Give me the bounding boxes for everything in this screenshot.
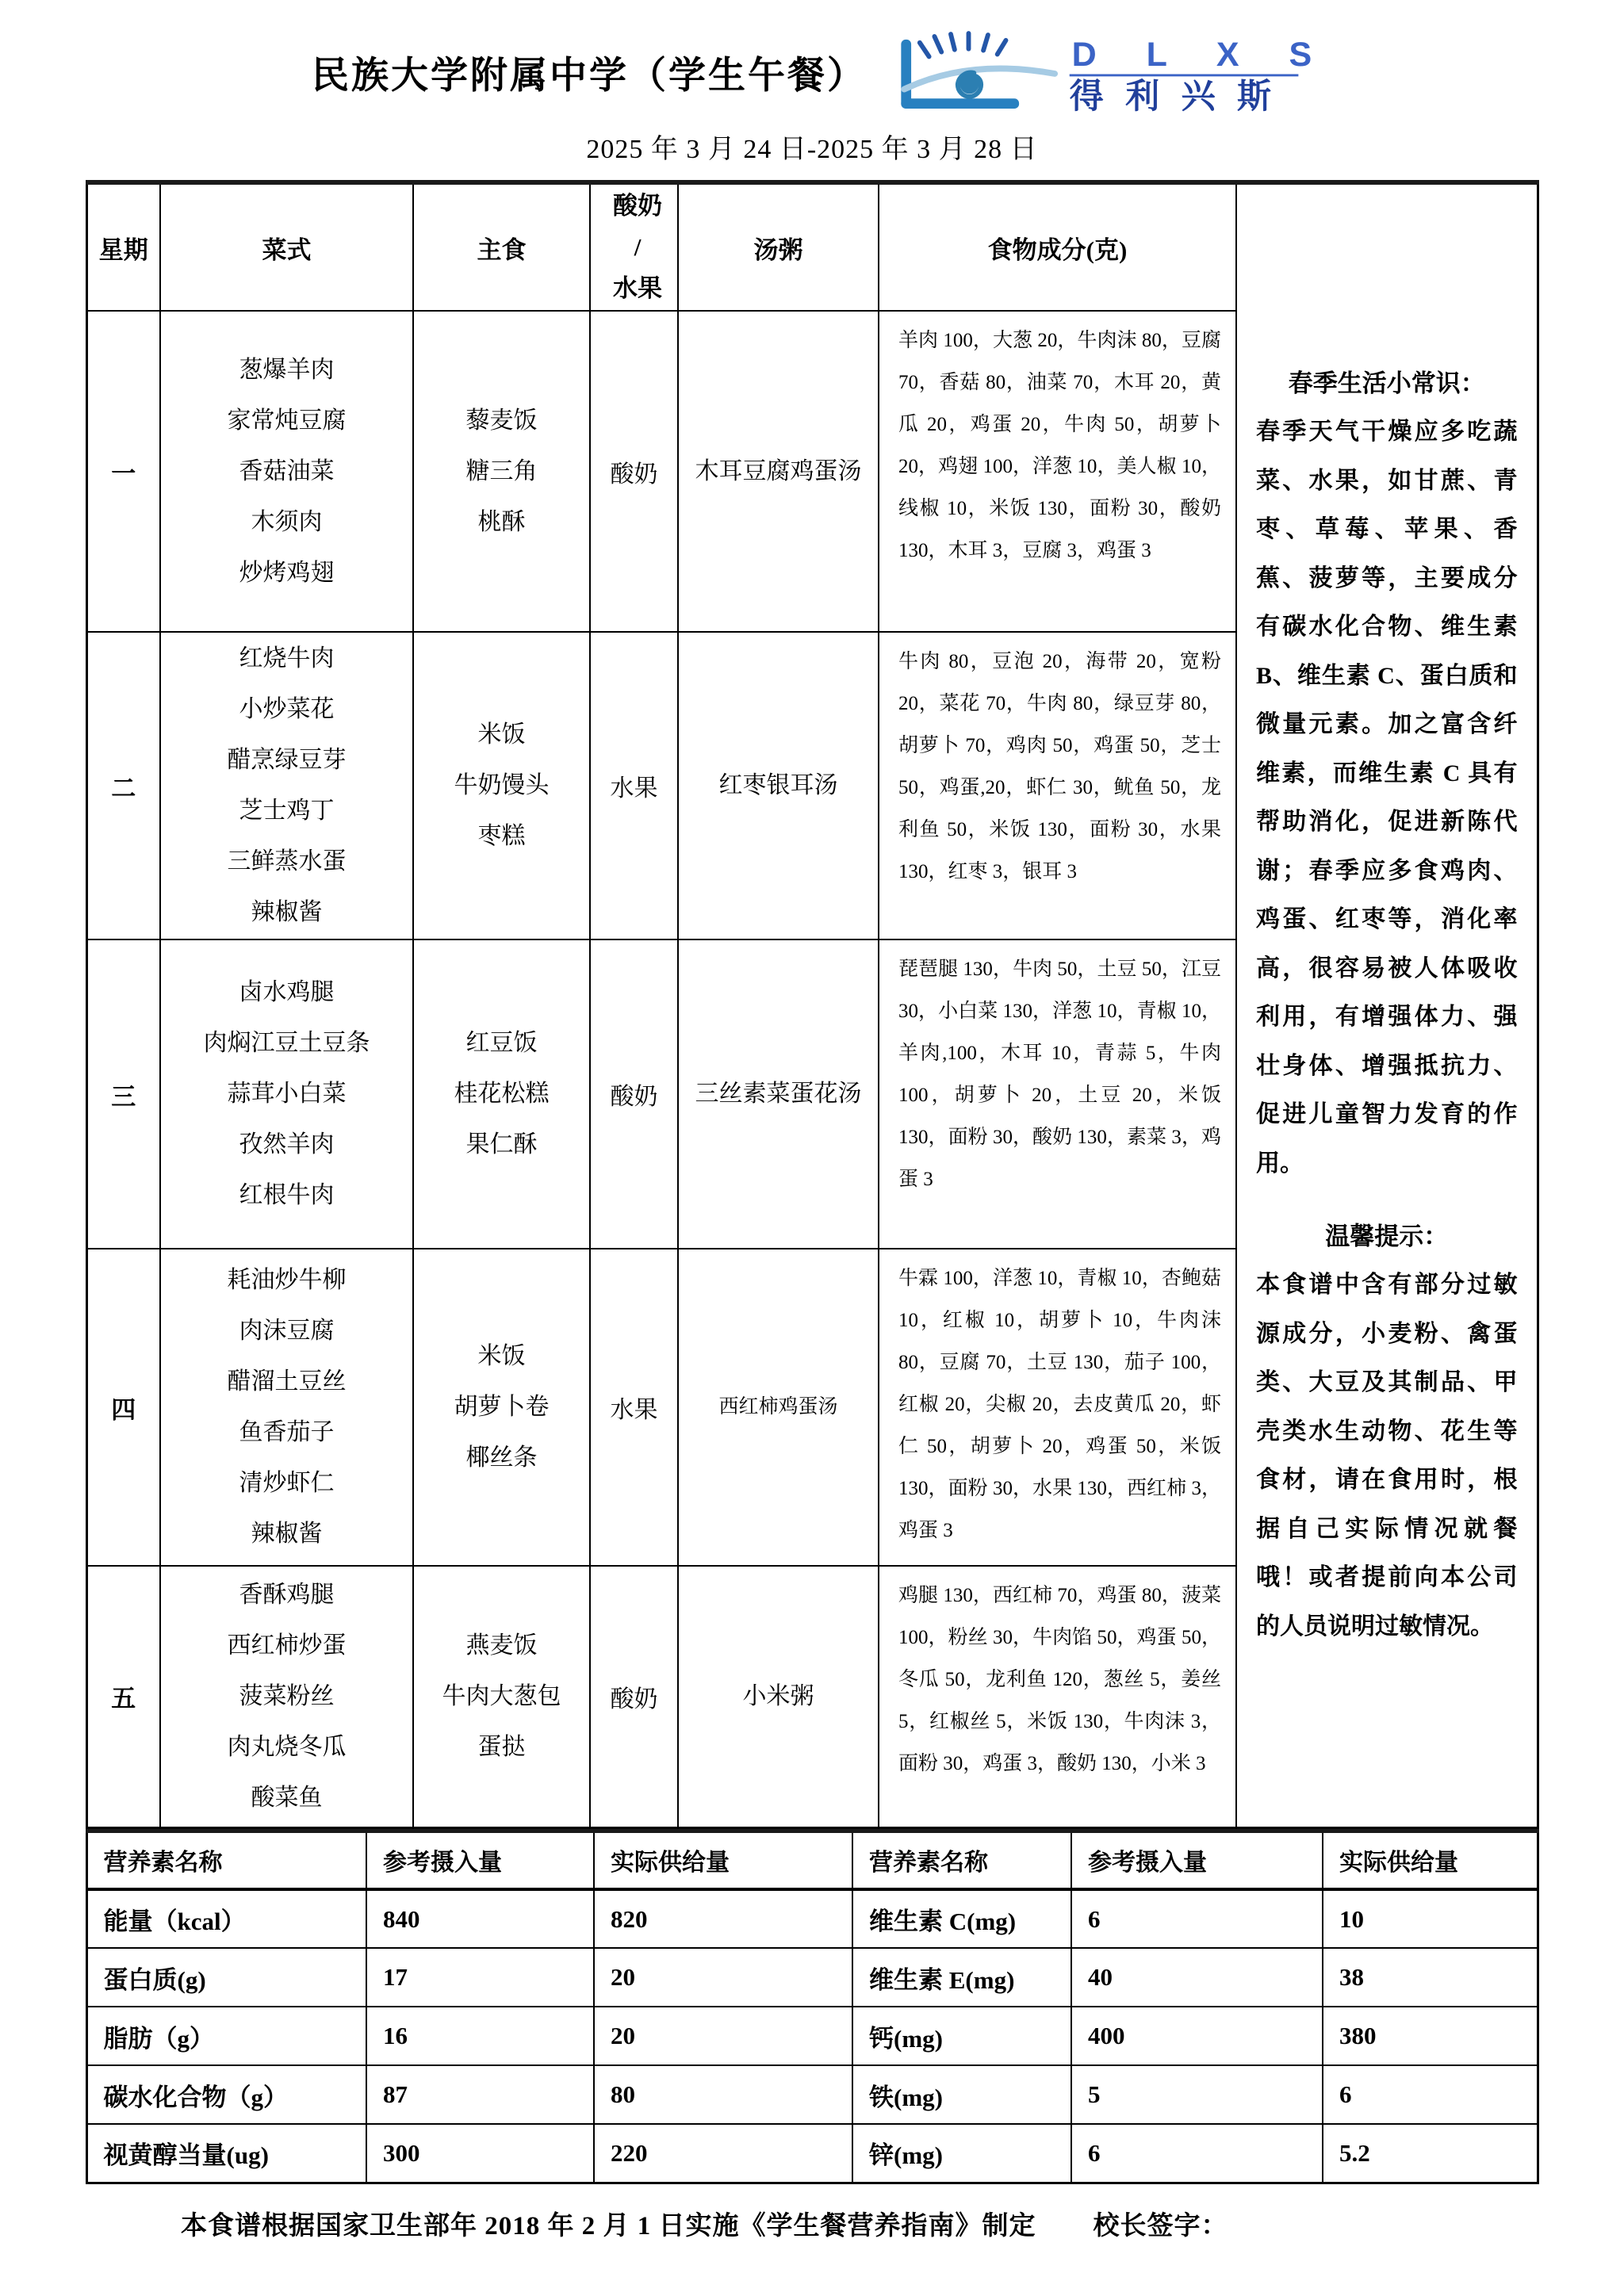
yogurt-fruit-cell: 水果 — [590, 632, 678, 939]
reference-intake-cell: 400 — [1071, 2007, 1323, 2065]
staple-line: 桃酥 — [477, 508, 526, 535]
dish-line: 葱爆羊肉 — [239, 356, 335, 383]
staples-cell — [413, 939, 590, 1249]
nutrient-name-cell: 蛋白质(g) — [86, 1948, 366, 2007]
reference-intake-cell: 17 — [366, 1948, 594, 2007]
composition-cell — [879, 632, 1236, 939]
actual-supply-cell: 5.2 — [1323, 2124, 1538, 2183]
dish-line: 辣椒酱 — [251, 1521, 323, 1547]
staple-line: 枣糕 — [477, 823, 526, 849]
nutrient-name-cell: 能量（kcal） — [86, 1889, 366, 1948]
nutrient-name-cell: 视黄醇当量(ug) — [86, 2124, 366, 2183]
staple-line: 蛋挞 — [477, 1733, 526, 1760]
nutrition-table-body — [86, 1831, 1538, 2183]
reference-intake-cell: 5 — [1071, 2065, 1323, 2124]
dish-line: 菠菜粉丝 — [239, 1682, 335, 1709]
reference-intake-cell: 6 — [1071, 2124, 1323, 2183]
yogurt-fruit-cell: 酸奶 — [590, 939, 678, 1249]
notice-body: 本食谱中含有部分过敏源成分，小麦粉、禽蛋类、大豆及其制品、甲壳类水生动物、花生等食材，请在食用时，根据自己实际情况就餐哦！或者提前向本公司的人员说明过敏情况。 — [1256, 1272, 1518, 1640]
dishes-cell — [160, 939, 413, 1249]
col-header-composition: 食物成分(克) — [879, 182, 1236, 311]
composition-cell — [879, 939, 1236, 1249]
dish-line: 醋溜土豆丝 — [227, 1368, 347, 1395]
weekday-cell: 二 — [86, 632, 160, 939]
principal-signature-label: 校长签字： — [1093, 2211, 1228, 2241]
dish-line: 小炒菜花 — [239, 696, 335, 722]
logo-name: 得利兴斯 — [1069, 78, 1293, 117]
nutrition-col-header: 参考摄入量 — [1071, 1831, 1323, 1889]
reference-intake-cell: 6 — [1071, 1889, 1323, 1948]
dish-line: 三鲜蒸水蛋 — [227, 848, 347, 874]
soup-cell: 西红柿鸡蛋汤 — [678, 1249, 879, 1566]
actual-supply-cell: 20 — [594, 1948, 852, 2007]
dish-line: 酸菜鱼 — [251, 1784, 323, 1811]
composition-cell — [879, 1249, 1236, 1566]
nutrition-header-row — [86, 1831, 1538, 1889]
dish-line: 清炒虾仁 — [239, 1470, 335, 1496]
col-header-staple: 主食 — [413, 182, 590, 311]
eye-swirl-logo-icon — [878, 21, 1312, 124]
actual-supply-cell: 80 — [594, 2065, 852, 2124]
composition-text: 牛霖 100，洋葱 10，青椒 10，杏鲍菇 10，红椒 10，胡萝卜 10，牛肉沫 80，豆腐 70，土豆 130，茄子 100，红椒 20，尖椒 20，去皮黄瓜 20，虾仁 50，胡萝卜 20，鸡蛋 50，米饭 130，面粉 30，水果 130，西红柿 3，鸡蛋 3 — [898, 1268, 1221, 1541]
yogurt-fruit-cell: 水果 — [590, 1249, 678, 1566]
reference-intake-cell: 40 — [1071, 1948, 1323, 2007]
composition-text: 羊肉 100，大葱 20，牛肉沫 80，豆腐 70，香菇 80，油菜 70，木耳 20，黄瓜 20，鸡蛋 20，牛肉 50，胡萝卜 20，鸡翅 100，洋葱 10，美人椒 10，线椒 10，米饭 130，面粉 30，酸奶 130，木耳 3，豆腐 3，鸡蛋 3 — [898, 330, 1221, 561]
weekday-cell: 五 — [86, 1566, 160, 1827]
dish-line: 西红柿炒蛋 — [227, 1632, 347, 1659]
dish-line: 蒜茸小白菜 — [227, 1081, 347, 1107]
dish-line: 木须肉 — [251, 508, 323, 535]
staple-line: 椰丝条 — [465, 1445, 538, 1471]
staple-line: 藜麦饭 — [465, 407, 538, 434]
staple-line: 燕麦饭 — [465, 1632, 538, 1659]
staples-cell — [413, 632, 590, 939]
nutrition-row — [86, 1889, 1538, 1948]
yogurt-header-line: 水果 — [613, 274, 662, 302]
composition-cell — [879, 1566, 1236, 1827]
date-range: 2025 年 3 月 24 日-2025 年 3 月 28 日 — [586, 135, 1038, 164]
soup-cell: 三丝素菜蛋花汤 — [678, 939, 879, 1249]
nutrient-name-cell: 脂肪（g） — [86, 2007, 366, 2065]
nutrition-row — [86, 1948, 1538, 2007]
col-header-weekday: 星期 — [86, 182, 160, 311]
dish-line: 孜然羊肉 — [239, 1131, 335, 1158]
reference-intake-cell: 87 — [366, 2065, 594, 2124]
dishes-cell — [160, 1566, 413, 1827]
nutrition-col-header: 营养素名称 — [86, 1831, 366, 1889]
nutrient-name-cell: 维生素 C(mg) — [852, 1889, 1071, 1948]
dish-line: 家常炖豆腐 — [227, 407, 347, 434]
nutrition-row — [86, 2007, 1538, 2065]
tips-body: 春季天气干燥应多吃蔬菜、水果，如甘蔗、青枣、草莓、苹果、香蕉、菠萝等，主要成分有碳水化合物、维生素 B、维生素 C、蛋白质和微量元素。加之富含纤维素，而维生素 C 具有帮助消化，促进新陈代谢；春季应多食鸡肉、鸡蛋、红枣等，消化率高，很容易被人体吸收利用，有增强体力、强壮身体、增强抵抗力、促进儿童智力发育的作用。 — [1256, 419, 1518, 1177]
logo-acronym: D L X S — [1071, 36, 1312, 75]
staple-line: 桂花松糕 — [454, 1081, 550, 1107]
dishes-cell — [160, 632, 413, 939]
nutrition-row — [86, 2065, 1538, 2124]
tips-cell — [1236, 182, 1538, 1827]
soup-cell: 红枣银耳汤 — [678, 632, 879, 939]
dish-line: 芝士鸡丁 — [239, 798, 335, 824]
nutrient-name-cell: 维生素 E(mg) — [852, 1948, 1071, 2007]
staple-line: 牛奶馒头 — [454, 772, 550, 798]
weekday-cell: 一 — [86, 311, 160, 632]
dishes-cell — [160, 1249, 413, 1566]
nutrient-name-cell: 钙(mg) — [852, 2007, 1071, 2065]
col-header-yogurt-fruit — [590, 182, 678, 311]
dish-line: 炒烤鸡翅 — [239, 559, 335, 586]
dish-line: 红根牛肉 — [239, 1182, 335, 1208]
yogurt-fruit-cell: 酸奶 — [590, 311, 678, 632]
notice-title: 温馨提示： — [1325, 1223, 1449, 1251]
composition-cell — [879, 311, 1236, 632]
nutrition-col-header: 营养素名称 — [852, 1831, 1071, 1889]
composition-text: 牛肉 80，豆泡 20，海带 20，宽粉 20，菜花 70，牛肉 80，绿豆芽 80，胡萝卜 70，鸡肉 50，鸡蛋 50，芝士 50，鸡蛋,20，虾仁 30，鱿鱼 50，龙利鱼 50，米饭 130，面粉 30，水果 130，红枣 3，银耳 3 — [898, 651, 1221, 882]
staple-line: 红豆饭 — [465, 1030, 538, 1056]
staple-line: 糖三角 — [465, 457, 538, 484]
soup-cell: 小米粥 — [678, 1566, 879, 1827]
staples-cell — [413, 311, 590, 632]
nutrition-row — [86, 2124, 1538, 2183]
composition-text: 鸡腿 130，西红柿 70，鸡蛋 80，菠菜 100，粉丝 30，牛肉馅 50，鸡蛋 50，冬瓜 50，龙利鱼 120，葱丝 5，姜丝 5，红椒丝 5，米饭 130，牛肉沫 3，面粉 30，鸡蛋 3，酸奶 130，小米 3 — [898, 1585, 1221, 1774]
actual-supply-cell: 380 — [1323, 2007, 1538, 2065]
reference-intake-cell: 300 — [366, 2124, 594, 2183]
nutrition-table — [86, 1829, 1539, 2184]
actual-supply-cell: 20 — [594, 2007, 852, 2065]
col-header-dishes: 菜式 — [160, 182, 413, 311]
dish-line: 醋烹绿豆芽 — [227, 747, 347, 773]
actual-supply-cell: 6 — [1323, 2065, 1538, 2124]
actual-supply-cell: 220 — [594, 2124, 852, 2183]
dish-line: 耗油炒牛柳 — [227, 1267, 347, 1293]
dish-line: 肉丸烧冬瓜 — [227, 1733, 347, 1760]
page-title: 民族大学附属中学（学生午餐） — [312, 55, 867, 97]
dish-line: 鱼香茄子 — [239, 1419, 335, 1445]
menu-table-body — [86, 182, 1538, 1827]
weekly-menu-table — [86, 180, 1539, 1829]
dish-line: 香酥鸡腿 — [239, 1581, 335, 1608]
staple-line: 果仁酥 — [465, 1131, 538, 1158]
dishes-cell — [160, 311, 413, 632]
actual-supply-cell: 10 — [1323, 1889, 1538, 1948]
nutrient-name-cell: 碳水化合物（g） — [86, 2065, 366, 2124]
soup-cell: 木耳豆腐鸡蛋汤 — [678, 311, 879, 632]
dish-line: 卤水鸡腿 — [239, 979, 335, 1005]
staple-line: 米饭 — [477, 721, 526, 748]
weekday-cell: 三 — [86, 939, 160, 1249]
staple-line: 牛肉大葱包 — [442, 1682, 561, 1709]
composition-text: 琵琶腿 130，牛肉 50，土豆 50，江豆 30，小白菜 130，洋葱 10，青椒 10，羊肉,100，木耳 10，青蒜 5，牛肉 100，胡萝卜 20，土豆 20，米饭 130，面粉 30，酸奶 130，素菜 3，鸡蛋 3 — [898, 959, 1221, 1190]
reference-intake-cell: 16 — [366, 2007, 594, 2065]
nutrition-col-header: 参考摄入量 — [366, 1831, 594, 1889]
dish-line: 红烧牛肉 — [239, 645, 335, 672]
header — [0, 0, 1624, 124]
yogurt-fruit-cell: 酸奶 — [590, 1566, 678, 1827]
nutrition-col-header: 实际供给量 — [594, 1831, 852, 1889]
staple-line: 胡萝卜卷 — [454, 1394, 550, 1420]
company-logo — [878, 21, 1312, 124]
dish-line: 辣椒酱 — [251, 899, 323, 925]
yogurt-header-line: 酸奶 — [613, 192, 662, 220]
actual-supply-cell: 820 — [594, 1889, 852, 1948]
staple-line: 米饭 — [477, 1343, 526, 1369]
reference-intake-cell: 840 — [366, 1889, 594, 1948]
nutrition-col-header: 实际供给量 — [1323, 1831, 1538, 1889]
col-header-soup: 汤粥 — [678, 182, 879, 311]
dish-line: 肉焖江豆土豆条 — [203, 1030, 370, 1056]
dish-line: 肉沫豆腐 — [239, 1318, 335, 1344]
menu-header-row — [86, 182, 1538, 311]
dish-line: 香菇油菜 — [239, 457, 335, 484]
tips-title: 春季生活小常识： — [1288, 369, 1485, 398]
footer-note-text: 本食谱根据国家卫生部年 2018 年 2 月 1 日实施《学生餐营养指南》制定 — [181, 2211, 1036, 2241]
yogurt-header-line: / — [634, 233, 642, 261]
footer-note — [181, 2205, 1624, 2242]
actual-supply-cell: 38 — [1323, 1948, 1538, 2007]
weekday-cell: 四 — [86, 1249, 160, 1566]
staples-cell — [413, 1566, 590, 1827]
nutrient-name-cell: 锌(mg) — [852, 2124, 1071, 2183]
nutrient-name-cell: 铁(mg) — [852, 2065, 1071, 2124]
staples-cell — [413, 1249, 590, 1566]
